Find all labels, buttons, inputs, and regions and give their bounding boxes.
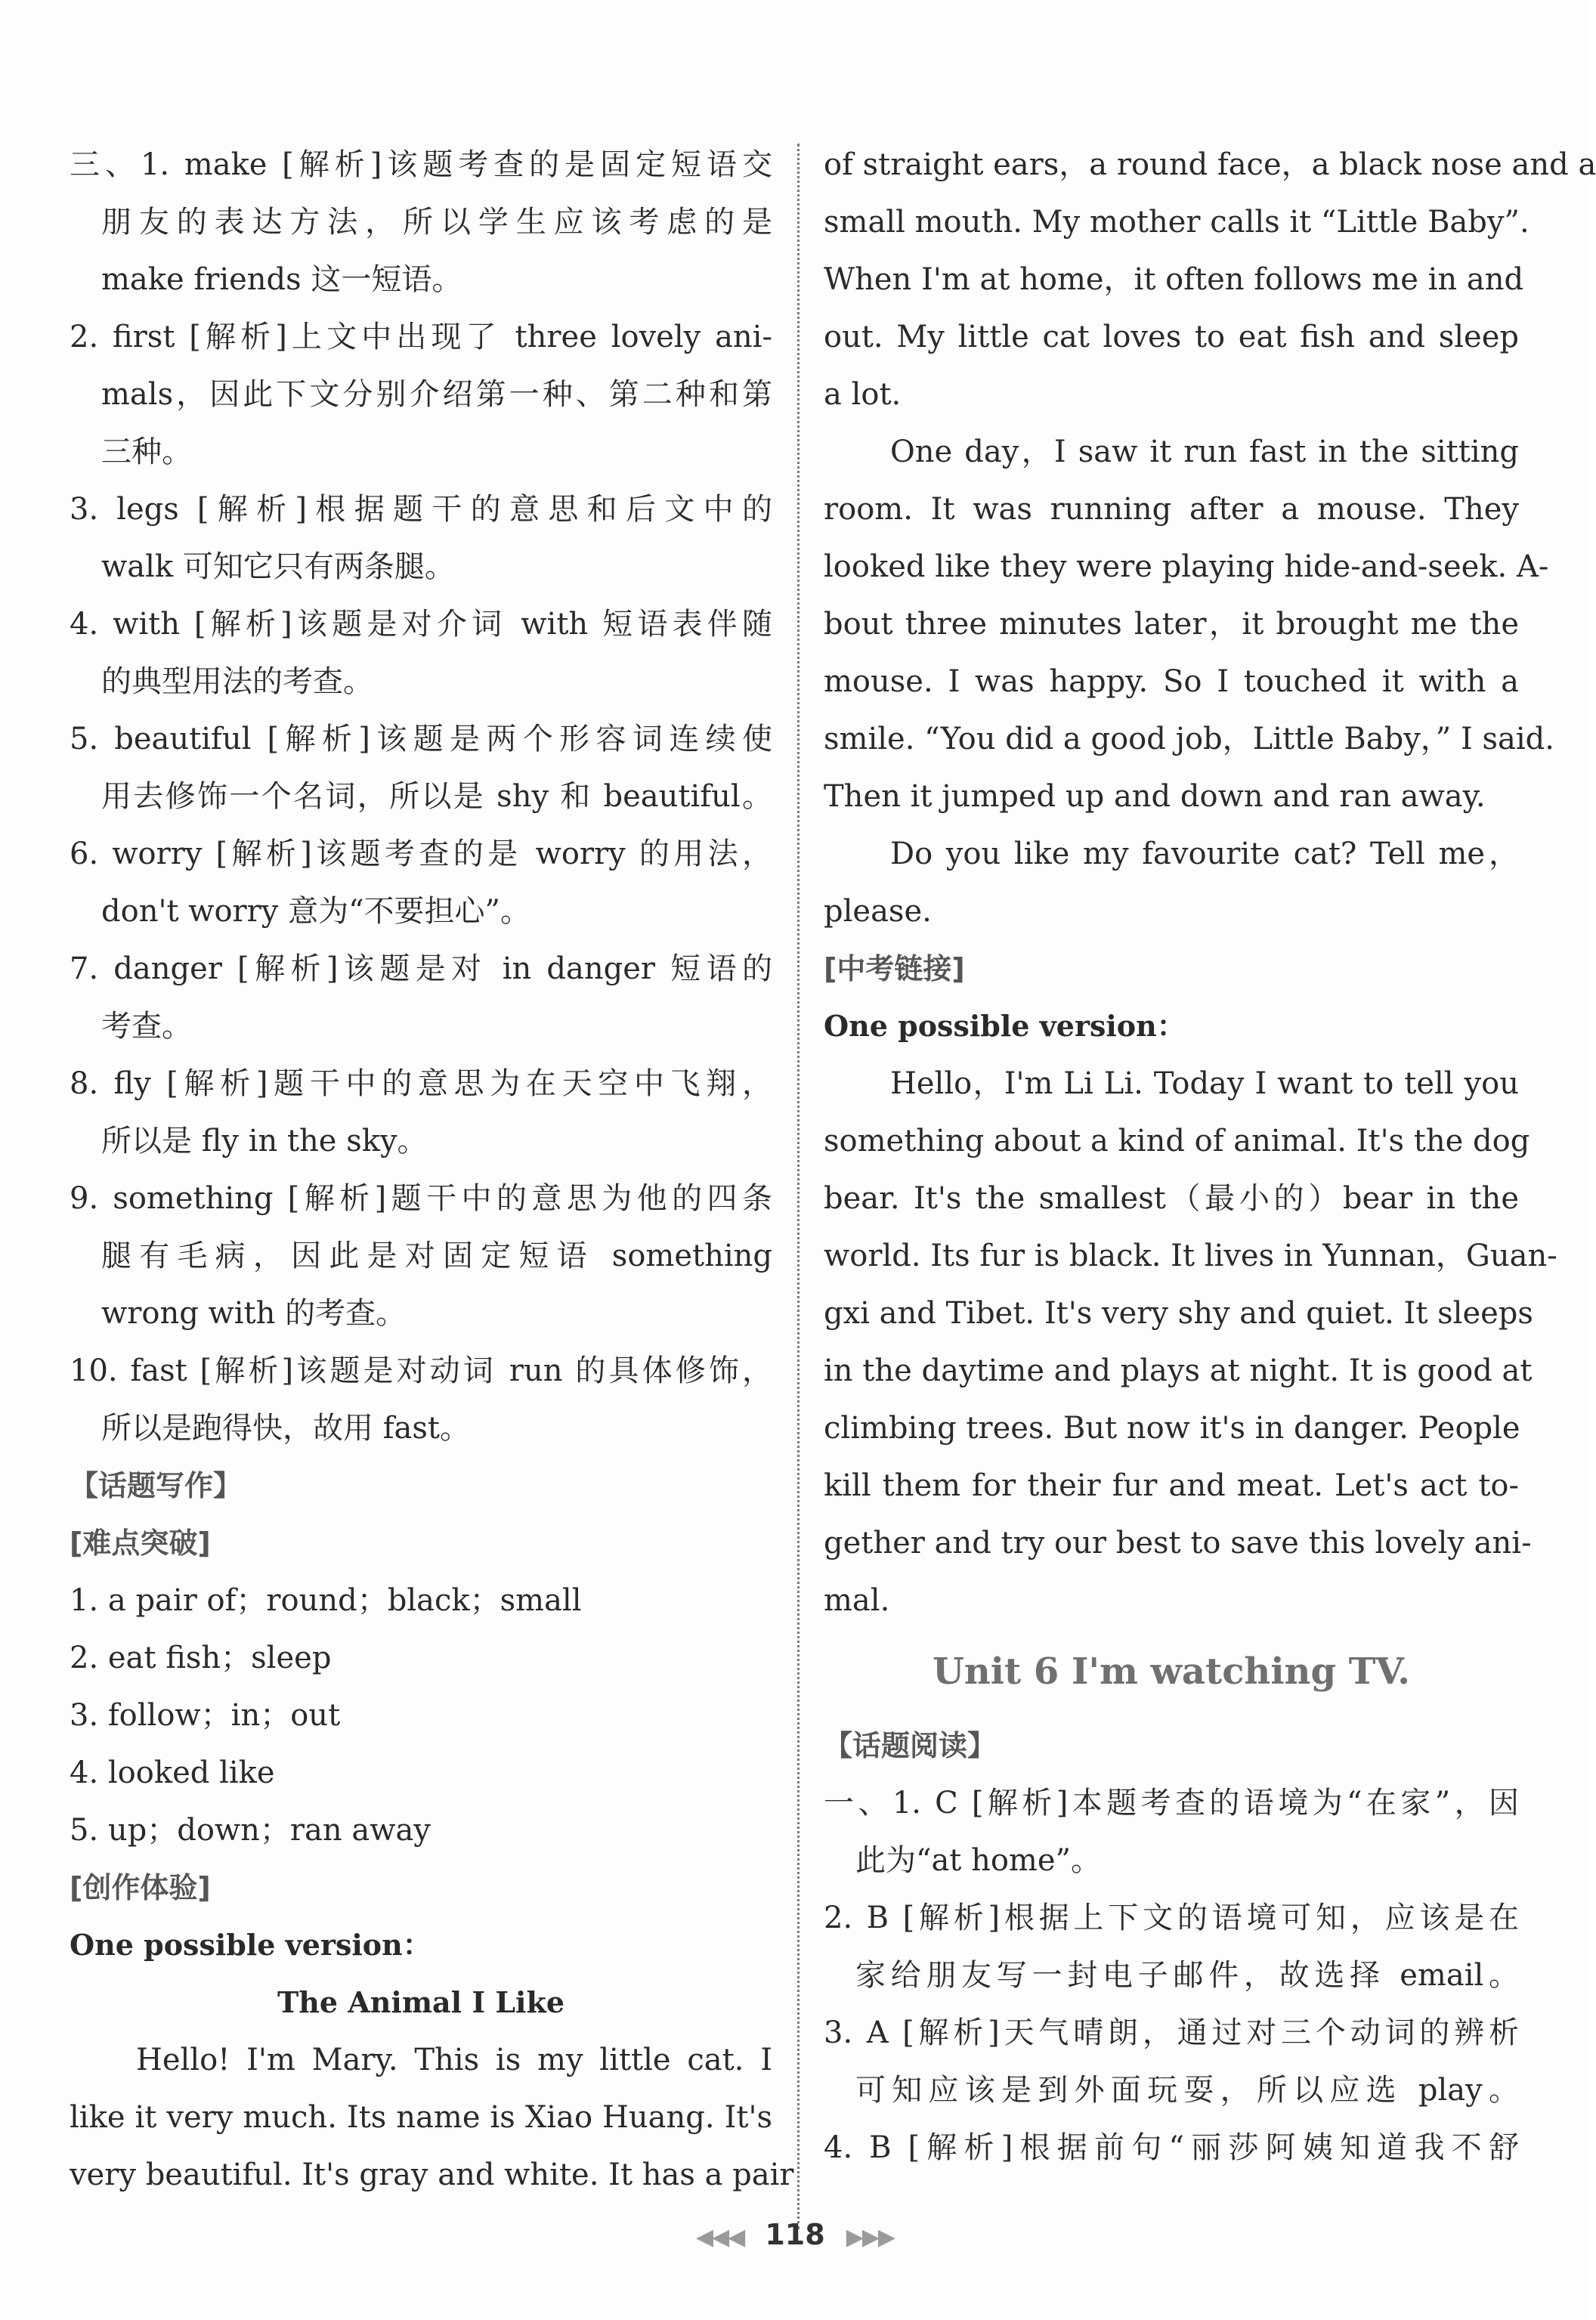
difficulty-item: 3. follow；in；out	[70, 1698, 341, 1733]
essay-line: mouse. I was happy. So I touched it with a	[824, 664, 1519, 699]
section-heading-difficulty: [难点突破]	[70, 1527, 211, 1560]
answer-line: 5. beautiful [解析]该题是两个形容词连续使	[70, 722, 772, 756]
essay-line: Hello! I'm Mary. This is my little cat. I	[136, 2043, 772, 2077]
answer-line: 7. danger [解析]该题是对 in danger 短语的	[70, 951, 772, 986]
right-column	[824, 136, 1596, 2176]
answer-line: 2. B [解析]根据上下文的语境可知，应该是在	[824, 1901, 1519, 1935]
difficulty-item: 2. eat fish；sleep	[70, 1641, 332, 1675]
exam-essay-line: kill them for their fur and meat. Let's act to-	[824, 1468, 1519, 1503]
answer-line: 所以是跑得快，故用 fast。	[101, 1411, 470, 1446]
answer-line: 此为“at home”。	[855, 1843, 1101, 1878]
essay-line: bout three minutes later，it brought me the	[824, 607, 1519, 642]
exam-essay-line: gether and try our best to save this lovely ani-	[824, 1526, 1532, 1561]
exam-essay-line: bear. It's the smallest（最小的）bear in the	[824, 1181, 1519, 1216]
answer-line: wrong with 的考查。	[101, 1296, 407, 1331]
answer-line: 2. first [解析]上文中出现了 three lovely ani-	[70, 320, 772, 354]
section-heading-exam-link: [中考链接]	[824, 952, 965, 985]
right-arrows-icon: ▶▶▶	[846, 2224, 894, 2250]
essay-line: room. It was running after a mouse. They	[824, 492, 1519, 527]
answer-line: 三种。	[101, 435, 192, 469]
essay-line: please.	[824, 894, 932, 929]
essay-line: looked like they were playing hide-and-seek. A-	[824, 549, 1549, 584]
section-heading-topic-writing: 【话题写作】	[70, 1469, 243, 1502]
essay-line: Do you like my favourite cat? Tell me，	[890, 837, 1519, 871]
essay-title: The Animal I Like	[277, 1985, 565, 2019]
difficulty-item: 4. looked like	[70, 1755, 275, 1790]
essay-line: a lot.	[824, 377, 902, 412]
column-divider	[797, 144, 800, 2229]
answer-line: 朋友的表达方法，所以学生应该考虑的是	[101, 205, 772, 240]
answer-line: 三、1. make [解析]该题考查的是固定短语交	[70, 147, 772, 182]
exam-essay-line: something about a kind of animal. It's the dog	[824, 1124, 1530, 1158]
exam-essay-line: Hello，I'm Li Li. Today I want to tell you	[890, 1066, 1519, 1101]
exam-essay-line: gxi and Tibet. It's very shy and quiet. It sleeps	[824, 1296, 1533, 1331]
essay-line: small mouth. My mother calls it “Little Baby”.	[824, 205, 1530, 240]
answer-line: 9. something [解析]题干中的意思为他的四条	[70, 1181, 772, 1216]
answer-line: 4. B [解析]根据前句“丽莎阿姨知道我不舒	[824, 2130, 1519, 2165]
left-arrows-icon: ◀◀◀	[696, 2224, 744, 2250]
exam-essay-line: in the daytime and plays at night. It is good at	[824, 1353, 1533, 1388]
answer-line: 10. fast [解析]该题是对动词 run 的具体修饰，	[70, 1353, 772, 1388]
difficulty-item: 1. a pair of；round；black；small	[70, 1583, 582, 1618]
answer-line: 8. fly [解析]题干中的意思为在天空中飞翔，	[70, 1066, 772, 1101]
answer-line: walk 可知它只有两条腿。	[101, 549, 455, 584]
exam-essay-line: world. Its fur is black. It lives in Yunnan，Guan-	[824, 1239, 1557, 1273]
essay-line: Then it jumped up and down and ran away.	[824, 779, 1486, 814]
answer-line: 腿有毛病，因此是对固定短语 something	[101, 1239, 772, 1273]
page-number: 118	[765, 2218, 825, 2251]
answer-line: 3. legs [解析]根据题干的意思和后文中的	[70, 492, 772, 527]
answer-line: 3. A [解析]天气晴朗，通过对三个动词的辨析	[824, 2015, 1519, 2050]
exam-essay-line: climbing trees. But now it's in danger. People	[824, 1411, 1520, 1446]
essay-line: very beautiful. It's gray and white. It has a pair	[70, 2158, 794, 2192]
difficulty-item: 5. up；down；ran away	[70, 1813, 431, 1848]
answer-line: 所以是 fly in the sky。	[101, 1124, 428, 1158]
answer-line: 一、1. C [解析]本题考查的语境为“在家”，因	[824, 1786, 1519, 1820]
section-heading-topic-reading: 【话题阅读】	[824, 1729, 997, 1762]
answer-line: 用去修饰一个名词，所以是 shy 和 beautiful。	[101, 779, 772, 814]
essay-line: like it very much. Its name is Xiao Huang. It's	[70, 2100, 772, 2135]
section-heading-creation: [创作体验]	[70, 1871, 211, 1904]
answer-line: 4. with [解析]该题是对介词 with 短语表伴随	[70, 607, 772, 642]
left-column	[70, 136, 794, 2204]
essay-line: When I'm at home，it often follows me in and	[824, 262, 1524, 297]
unit-title: Unit 6 I'm watching TV.	[932, 1650, 1411, 1693]
answer-line: make friends 这一短语。	[101, 262, 462, 297]
answer-line: 家给朋友写一封电子邮件，故选择 email。	[855, 1958, 1519, 1993]
essay-line: out. My little cat loves to eat fish and sleep	[824, 320, 1519, 354]
essay-line: One day，I saw it run fast in the sitting	[890, 435, 1519, 469]
page-footer	[0, 2218, 1590, 2251]
answer-line: don't worry 意为“不要担心”。	[101, 894, 531, 929]
exam-essay-line: mal.	[824, 1583, 890, 1618]
answer-line: 考查。	[101, 1009, 192, 1044]
essay-line: smile. “You did a good job，Little Baby，” I said.	[824, 722, 1554, 756]
answer-line: 可知应该是到外面玩耍，所以应选 play。	[855, 2073, 1519, 2108]
answer-line: mals，因此下文分别介绍第一种、第二种和第	[101, 377, 772, 412]
possible-version-label: One possible version：	[824, 1009, 1186, 1043]
possible-version-label: One possible version：	[70, 1928, 431, 1962]
answer-line: 的典型用法的考查。	[101, 664, 373, 699]
answer-line: 6. worry [解析]该题考查的是 worry 的用法，	[70, 837, 772, 871]
essay-line: of straight ears，a round face，a black nose and a	[824, 147, 1596, 182]
